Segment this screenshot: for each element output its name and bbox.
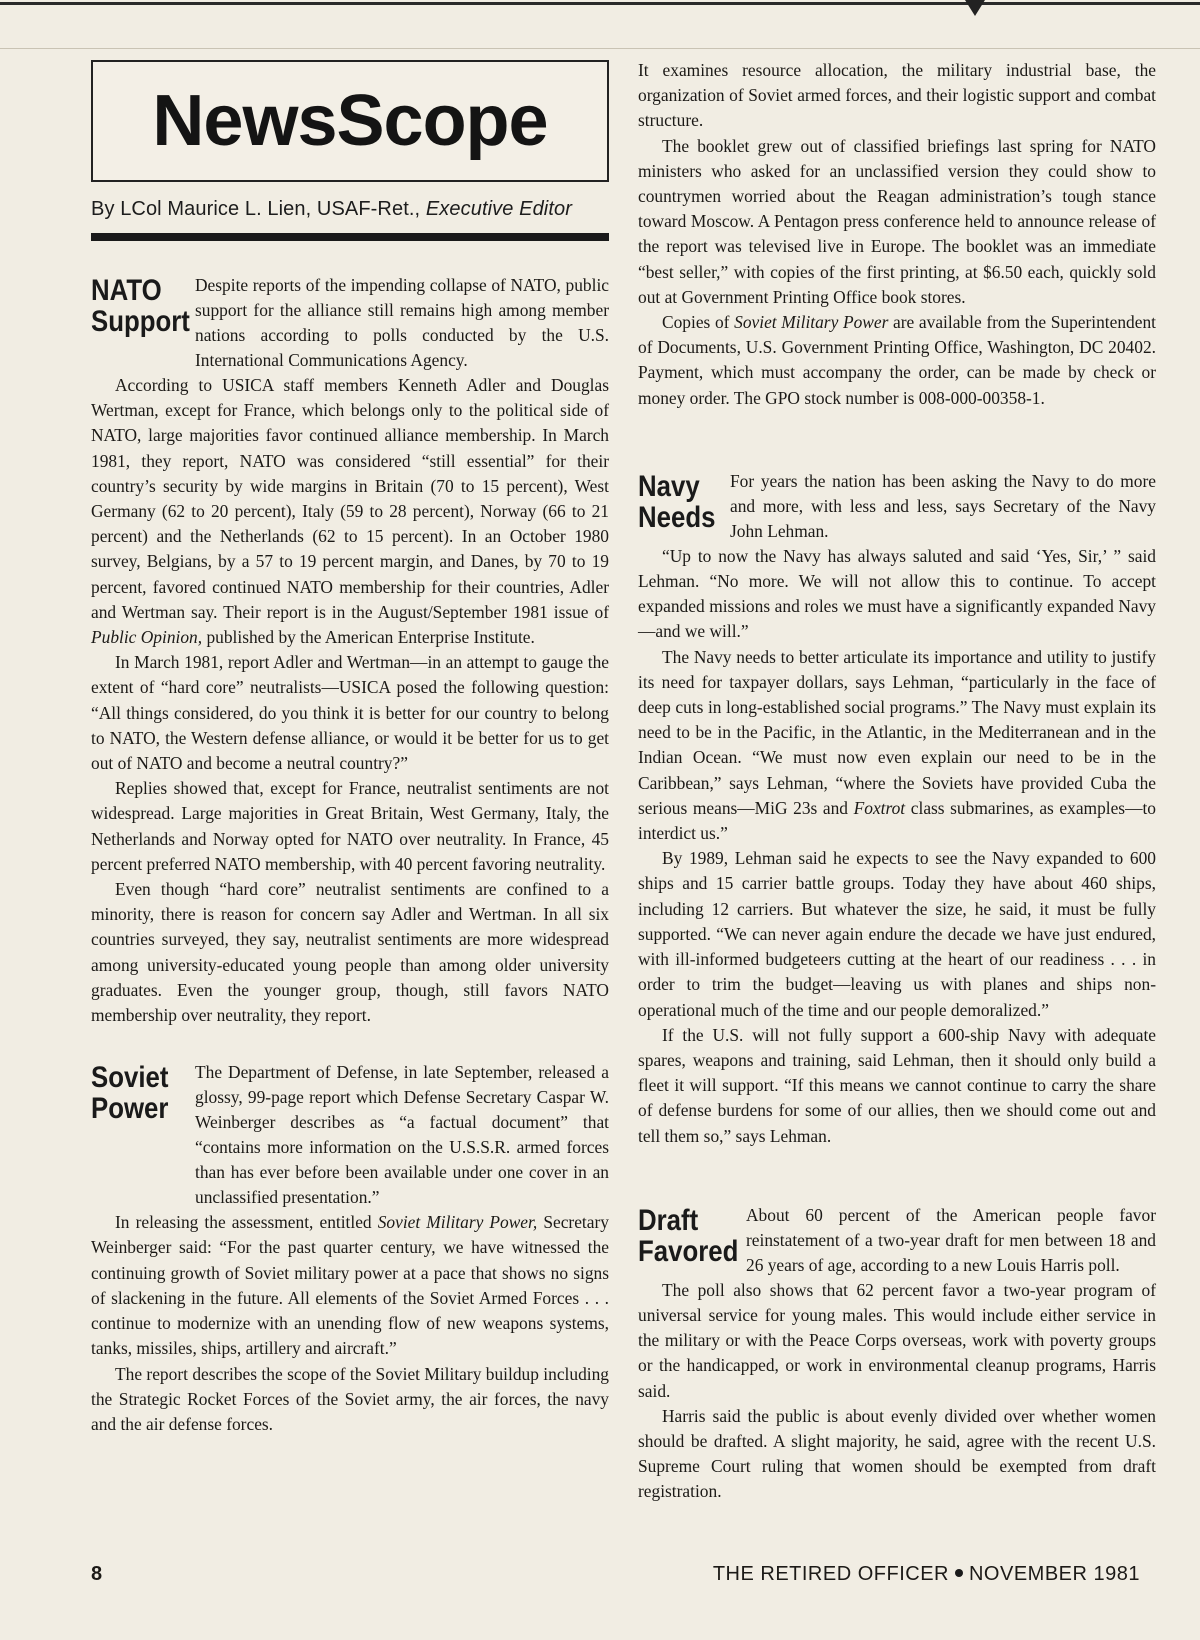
body-paragraph: “Up to now the Navy has always saluted and said ‘Yes, Sir,’ ” said Lehman. “No more. We will not allow this to continue. To accept expanded missions and roles we must have a significantly expanded Navy—and we will.” [638,545,1156,642]
body-paragraph: The poll also shows that 62 percent favor a two-year program of universal service for young males. This would include either service in the military or with the Peace Corps overseas, work with poverty groups or the handicapped, or work in environmental cleanup programs, Harris said. [638,1279,1156,1401]
bullet-separator [955,1569,963,1577]
body-paragraph: In March 1981, report Adler and Wertman—in an attempt to gauge the extent of “hard core” neutralists—USICA posed the following question: “All things considered, do you think it is better for our country to belong to NATO, the Western defense alliance, or would it be better for us to get out of NATO and become a neutral country?” [91,652,609,774]
left-column [91,60,609,1437]
article-draft-favored [638,1205,1156,1505]
body-paragraph: If the U.S. will not fully support a 600-ship Navy with adequate spares, weapons and training, said Lehman, then it should only build a fleet it will support. “If this means we cannot continue to carry the share of defense burdens for some of our allies, then we should come out and tell them so,” says Lehman. [638,1024,1156,1146]
kicker-line-2: Needs [638,500,716,534]
lede-text: About 60 percent of the American people favor reinstatement of a two-year draft for men between 18 and 26 years of age, according to a new Louis Harris poll. [746,1204,1156,1275]
top-border-line [0,2,1200,5]
body-paragraph: Harris said the public is about evenly divided over whether women should be drafted. A slight majority, he said, agree with the recent U.S. Supreme Court ruling that women should be exempted from draft registration. [638,1405,1156,1502]
page-number: 8 [91,1563,103,1585]
lede-paragraph [195,273,609,373]
paragraph-text: Secretary Weinberger said: “For the past quarter century, we have witnessed the continuing growth of Soviet military power at a pace that shows no signs of slackening in the future. All elements of the Soviet Armed Forces . . . continue to modernize with an unending flow of new weapons systems, tanks, missiles, ships, artillery and aircraft.” [91,1212,609,1359]
body-paragraph: Even though “hard core” neutralist sentiments are confined to a minority, there is reason for concern say Adler and Wertman. In all six countries surveyed, they say, neutralist sentiments are more widespread among university-educated young people than among older university graduates. Even the younger group, though, still favors NATO membership over neutrality, they report. [91,879,609,1026]
lede-paragraph [195,1060,609,1210]
paragraph-text: published by the American Enterprise Institute. [206,627,535,648]
body-paragraph [638,645,1156,847]
kicker-line-1: Soviet [91,1061,169,1095]
lede-paragraph [730,469,1156,544]
kicker-line-2: Favored [638,1234,739,1268]
kicker-navy-needs [638,471,730,533]
body-paragraph: It examines resource allocation, the military industrial base, the organization of Soviet armed forces, and their logistic support and combat structure. [638,60,1156,131]
kicker-line-2: Support [91,305,190,338]
article-nato-support [91,275,609,1028]
kicker-line-1: NATO [91,274,162,307]
article-navy-needs [638,471,1156,1149]
kicker-line-1: Draft [638,1203,699,1237]
scan-notch-mark [965,0,985,16]
report-title: Soviet Military Power, [377,1212,538,1233]
paragraph-text: The Navy needs to better articulate its importance and utility to justify its need for taxpayer dollars, says Lehman, “particularly in the face of deep cuts in long-established social programs.” The Navy must explain its need to be in the Pacific, in the Atlantic, in the Mediterranean and in the Indian Ocean. “We must now even explain our need to be in the Caribbean,” says Lehman, “where the Soviets have provided Cuba the serious means—MiG 23s and [638,646,1156,818]
issue-date: NOVEMBER 1981 [968,1563,1140,1585]
body-paragraph: The report describes the scope of the Soviet Military buildup including the Strategic Rocket Forces of the Soviet army, the air forces, the navy and the air defense forces. [91,1363,609,1434]
masthead-box [91,60,609,182]
lede-paragraph [746,1203,1156,1278]
publication-name: THE RETIRED OFFICER [712,1563,949,1585]
lede-text: Despite reports of the impending collapse of NATO, public support for the alliance still remains high among member nations according to polls conducted by the U.S. International Communications Agency. [195,275,609,370]
report-title: Soviet Military Power [734,312,889,333]
kicker-draft-favored [638,1205,746,1267]
footer-publication-line [713,1563,1140,1586]
body-paragraph: The booklet grew out of classified briefings last spring for NATO ministers who asked for an unclassified version they could show to countrymen worried about the Reagan administration’s tough stance toward Moscow. A Pentagon press conference held to announce release of the report was televised live in Europe. The booklet was an immediate “best seller,” with copies of the first printing, at $6.50 each, quickly sold out at Government Printing Office book stores. [638,135,1156,307]
article-soviet-power-continued [638,58,1156,411]
body-paragraph [91,373,609,650]
body-paragraph: By 1989, Lehman said he expects to see the Navy expanded to 600 ships and 15 carrier battle groups. Today they have about 460 ships, including 12 carriers. But whatever the size, he said, it must be fully supported. “We can never again endure the decade we have just endured, with ill-informed budgeteers cutting at the heart of our readiness . . . in order to trim the budget—leaving us with planes and ships non-operational much of the time and our people demoralized.” [638,848,1156,1020]
article-soviet-power [91,1062,609,1437]
lede-text: For years the nation has been asking the Navy to do more and more, with less and less, says Secretary of the Navy John Lehman. [730,470,1156,541]
paragraph-text: are available from the Superintendent of Documents, U.S. Government Printing Office, Washington, DC 20402. Payment, which must accompany the order, can be made by check or money order. The GPO stock number is 008-000-00358-1. [638,312,1156,408]
publication-title: Public Opinion, [91,627,203,648]
lede-text: The Department of Defense, in late September, released a glossy, 99-page report which Defense Secretary Caspar W. Weinberger describes as “a factual document” that “contains more information on the U.S.S.R. armed forces than has ever before been available under one cover in an unclassified presentation.” [195,1062,609,1208]
paragraph-text: In releasing the assessment, entitled [115,1212,372,1233]
byline-role: Executive Editor [425,198,572,220]
byline-author: By LCol Maurice L. Lien, USAF-Ret., [91,198,421,220]
paragraph-text: Copies of [662,312,730,333]
top-hairline [0,48,1200,49]
body-paragraph: Replies showed that, except for France, neutralist sentiments are not widespread. Large majorities in Great Britain, West Germany, Italy, the Netherlands and Norway opted for NATO over neutrality. In France, 45 percent preferred NATO membership, with 40 percent favoring neutrality. [91,778,609,874]
paragraph-text: According to USICA staff members Kenneth Adler and Douglas Wertman, except for France, which belongs only to the political side of NATO, large majorities favor continued alliance membership. In March 1981, they report, NATO was considered “still essential” for their country’s security by wide margins in Britain (70 to 15 percent), West Germany (62 to 20 percent), Italy (59 to 28 percent), Norway (66 to 21 percent) and the Netherlands (62 to 15 percent). In an October 1980 survey, Belgians, by a 57 to 19 percent margin, and Danes, by 70 to 19 percent, favored continued NATO membership for their countries, Adler and Wertman say. Their report is in the August/September 1981 issue of [91,375,609,622]
masthead-title: NewsScope [152,81,548,161]
body-paragraph [638,310,1156,411]
paragraph-text: class submarines, as examples—to interdict us.” [638,797,1156,844]
kicker-nato-support [91,275,195,337]
masthead-rule [91,233,609,241]
body-paragraph [91,1210,609,1361]
kicker-line-1: Navy [638,469,700,503]
byline [91,198,609,221]
kicker-soviet-power [91,1062,195,1124]
right-column [638,58,1156,1505]
submarine-class: Foxtrot [853,797,906,818]
kicker-line-2: Power [91,1092,169,1126]
